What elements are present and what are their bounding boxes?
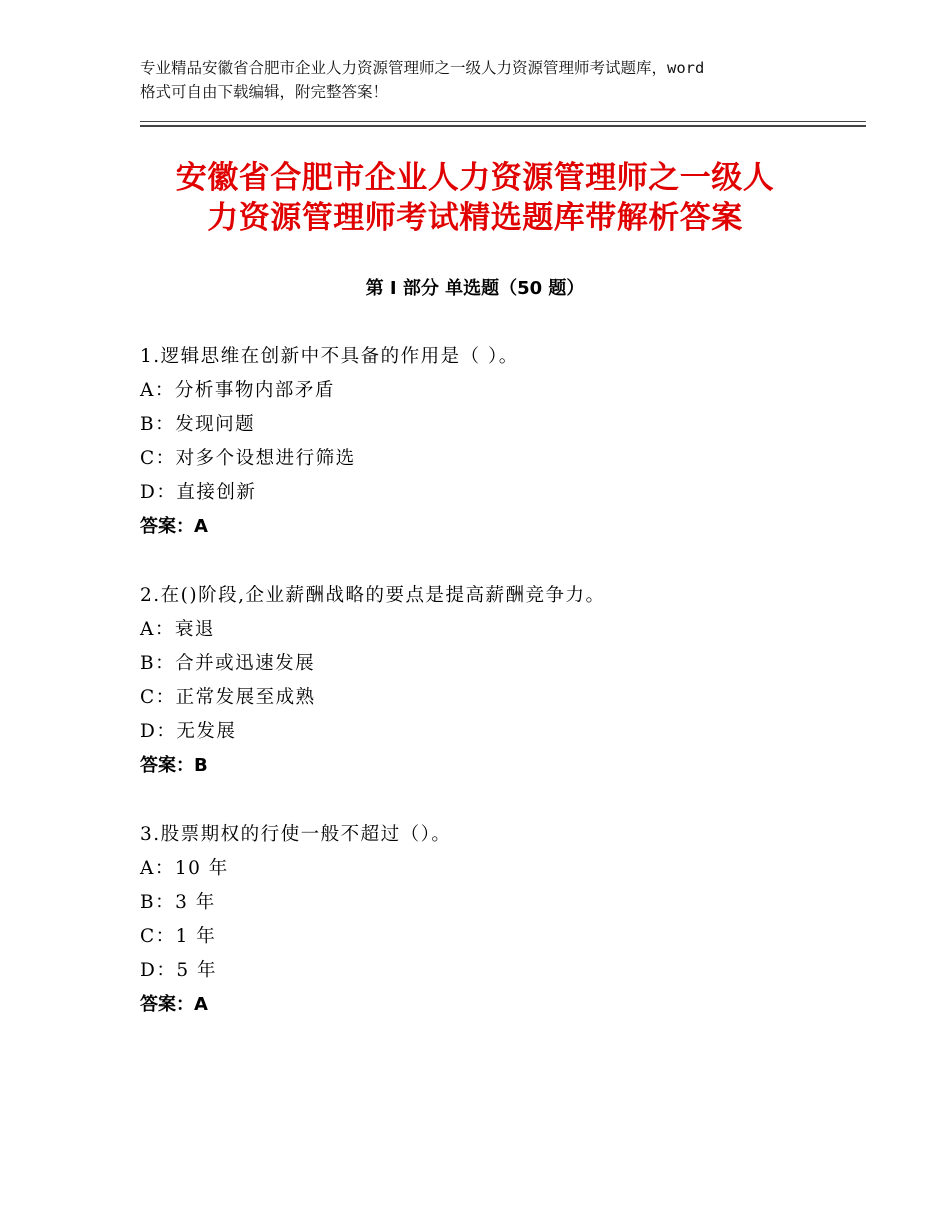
question-stem: 2.在()阶段,企业薪酬战略的要点是提高薪酬竞争力。 [140,585,606,606]
option-b: B：合并或迅速发展 [140,653,316,674]
document-title-line-1: 安徽省合肥市企业人力资源管理师之一级人 [175,160,775,196]
question-stem: 3.股票期权的行使一般不超过（）。 [140,824,452,845]
answer: 答案：B [140,755,208,776]
header-divider-thin [140,121,866,122]
option-b: B：发现问题 [140,414,256,435]
option-a: A：分析事物内部矛盾 [140,380,335,401]
option-d: D：无发展 [140,721,237,742]
header-note-line-1: 专业精品安徽省合肥市企业人力资源管理师之一级人力资源管理师考试题库，word [140,59,705,77]
question-1 [140,340,860,544]
option-c: C：正常发展至成熟 [140,687,316,708]
option-a: A：衰退 [140,619,215,640]
answer: 答案：A [140,994,208,1015]
answer: 答案：A [140,516,208,537]
header-note-line-2: 格式可自由下载编辑，附完整答案！ [140,83,389,101]
option-c: C：对多个设想进行筛选 [140,448,356,469]
section-title: 第 I 部分 单选题（50 题） [365,278,585,299]
option-c: C：1 年 [140,926,217,947]
header-note [140,56,830,104]
question-stem: 1.逻辑思维在创新中不具备的作用是（ ）。 [140,346,519,367]
option-d: D：直接创新 [140,482,257,503]
option-a: A：10 年 [140,858,229,879]
option-d: D：5 年 [140,960,217,981]
question-3 [140,818,860,1022]
header-divider-thick [140,125,866,127]
question-2 [140,579,860,783]
document-title [135,158,815,238]
document-title-line-2: 力资源管理师考试精选题库带解析答案 [207,200,743,236]
option-b: B：3 年 [140,892,216,913]
